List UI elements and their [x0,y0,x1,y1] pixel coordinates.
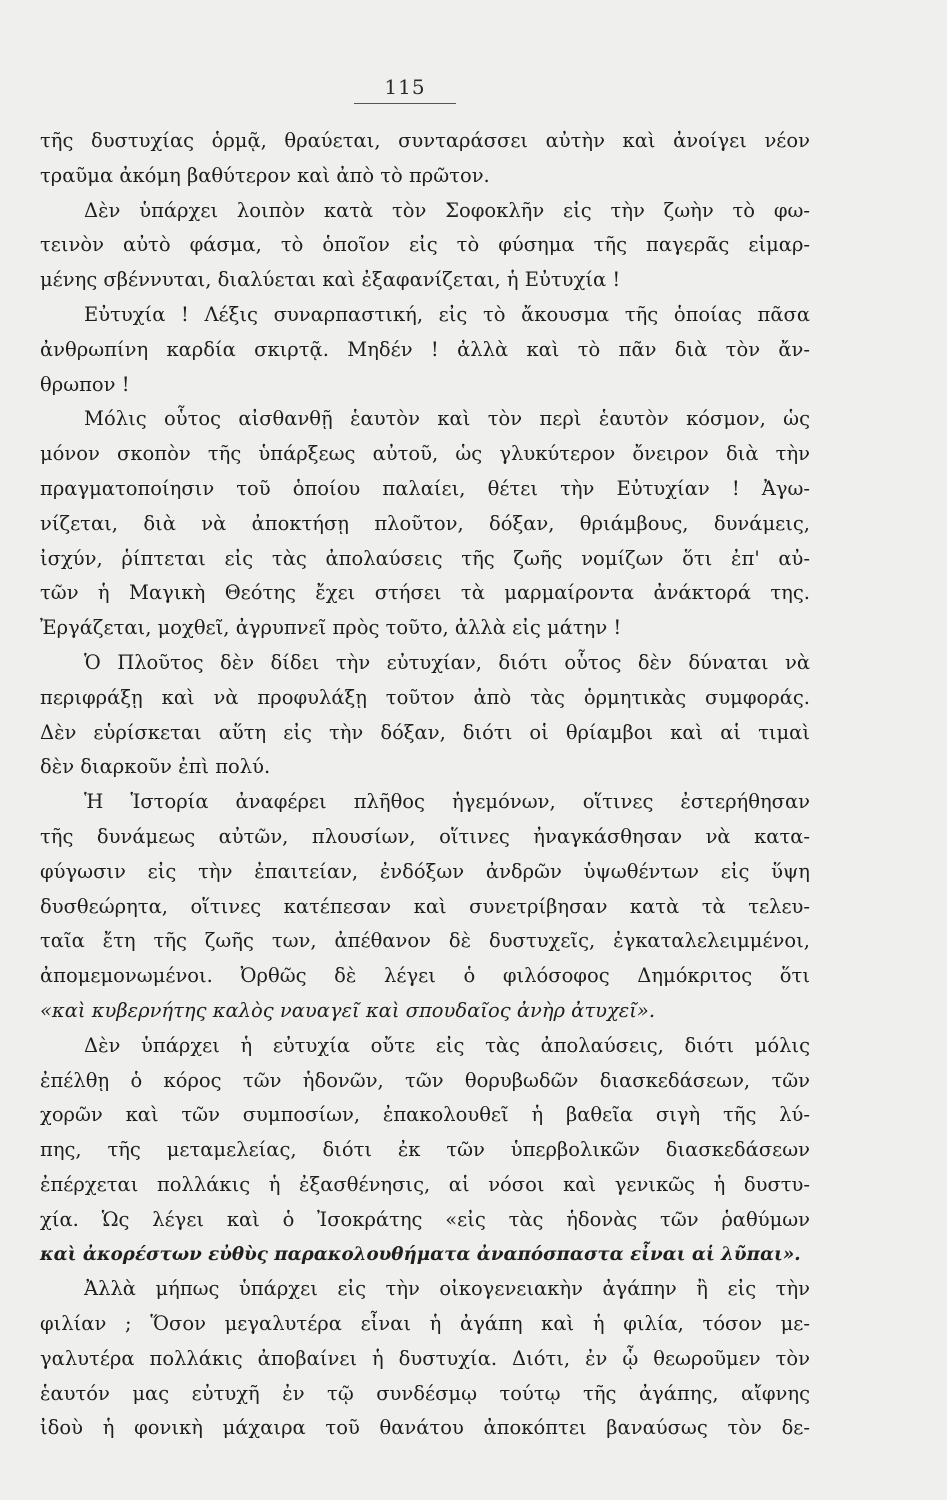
text-line: ἰσχύν, ῥίπτεται εἰς τὰς ἀπολαύσεις τῆς ζωῆς νομίζων ὅτι ἐπ' αὐ- [40,546,810,570]
text-line: χορῶν καὶ τῶν συμποσίων, ἐπακολουθεῖ ἡ βαθεῖα σιγὴ τῆς λύ- [40,1103,810,1127]
text-line: Δὲν εὑρίσκεται αὕτη εἰς τὴν δόξαν, διότι οἱ θρίαμβοι καὶ αἱ τιμαὶ [40,720,810,744]
text-line: τραῦμα ἀκόμη βαθύτερον καὶ ἀπὸ τὸ πρῶτον. [40,163,490,187]
text-line: δυσθεώρητα, οἵτινες κατέπεσαν καὶ συνετρίβησαν κατὰ τὰ τελευ- [40,894,810,918]
text-line: γαλυτέρα πολλάκις ἀποβαίνει ἡ δυστυχία. Διότι, ἐν ᾧ θεωροῦμεν τὸν [40,1346,810,1370]
text-line: θρωπον ! [40,372,130,396]
text-line: ἰδοὺ ἡ φονικὴ μάχαιρα τοῦ θανάτου ἀποκόπτει βαναύσως τὸν δε- [40,1416,810,1440]
text-line: φύγωσιν εἰς τὴν ἐπαιτείαν, ἐνδόξων ἀνδρῶν ὑψωθέντων εἰς ὕψη [40,859,810,883]
text-line: μόνον σκοπὸν τῆς ὑπάρξεως αὐτοῦ, ὡς γλυκύτερον ὄνειρον διὰ τὴν [40,442,810,466]
text-line: χία. Ὡς λέγει καὶ ὁ Ἰσοκράτης «εἰς τὰς ἡδονὰς τῶν ῥαθύμων [40,1207,810,1231]
text-line: νίζεται, διὰ νὰ ἀποκτήσῃ πλοῦτον, δόξαν, θριάμβους, δυνάμεις, [40,511,810,535]
text-line: τῆς δυνάμεως αὐτῶν, πλουσίων, οἵτινες ἠναγκάσθησαν νὰ κατα- [40,824,810,848]
text-line: ἐπέρχεται πολλάκις ἡ ἐξασθένησις, αἱ νόσοι καὶ γενικῶς ἡ δυστυ- [40,1172,810,1196]
quotation-line: καὶ ἀκορέστων εὐθὺς παρακολουθήματα ἀναπόσπαστα εἶναι αἱ λῦπαι». [40,1243,801,1265]
body-text [40,124,810,1446]
paragraph-start-line: Δὲν ὑπάρχει λοιπὸν κατὰ τὸν Σοφοκλῆν εἰς τὴν ζωὴν τὸ φω- [84,198,810,222]
text-line: περιφράξῃ καὶ νὰ προφυλάξῃ τοῦτον ἀπὸ τὰς ὁρμητικὰς συμφοράς. [40,685,810,709]
paragraph-start-line: Ἡ Ἱστορία ἀναφέρει πλῆθος ἡγεμόνων, οἵτινες ἐστερήθησαν [84,790,810,814]
paragraph-start-line: Δὲν ὑπάρχει ἡ εὐτυχία οὔτε εἰς τὰς ἀπολαύσεις, διότι μόλις [84,1033,810,1057]
text-line: τεινὸν αὐτὸ φάσμα, τὸ ὁποῖον εἰς τὸ φύσημα τῆς παγερᾶς εἱμαρ- [40,233,810,257]
page-number: 115 [384,75,426,99]
text-line: τῆς δυστυχίας ὁρμᾷ, θραύεται, συνταράσσει αὐτὴν καὶ ἀνοίγει νέον [40,129,810,152]
text-line: ταῖα ἔτη τῆς ζωῆς των, ἀπέθανον δὲ δυστυχεῖς, ἐγκαταλελειμμένοι, [40,929,810,953]
text-line: μένης σβέννυται, διαλύεται καὶ ἐξαφανίζεται, ἡ Εὐτυχία ! [40,268,621,292]
paragraph-start-line: Εὐτυχία ! Λέξις συναρπαστική, εἰς τὸ ἄκουσμα τῆς ὁποίας πᾶσα [84,302,810,326]
quotation-line: «καὶ κυβερνήτης καλὸς ναυαγεῖ καὶ σπουδαῖος ἀνὴρ ἀτυχεῖ». [40,998,656,1022]
text-line: ἐπέλθῃ ὁ κόρος τῶν ἡδονῶν, τῶν θορυβωδῶν διασκεδάσεων, τῶν [40,1068,810,1092]
paragraph-start-line: Ὁ Πλοῦτος δὲν δίδει τὴν εὐτυχίαν, διότι οὗτος δὲν δύναται νὰ [84,650,810,674]
text-line: ἀνθρωπίνη καρδία σκιρτᾷ. Μηδέν ! ἀλλὰ καὶ τὸ πᾶν διὰ τὸν ἄν- [40,337,810,361]
text-line: φιλίαν ; Ὅσον μεγαλυτέρα εἶναι ἡ ἀγάπη καὶ ἡ φιλία, τόσον με- [40,1312,810,1336]
paragraph-start-line: Μόλις οὗτος αἰσθανθῇ ἑαυτὸν καὶ τὸν περὶ ἑαυτὸν κόσμον, ὡς [84,407,810,431]
text-line: ἑαυτόν μας εὐτυχῆ ἐν τῷ συνδέσμῳ τούτῳ τῆς ἀγάπης, αἴφνης [40,1381,810,1405]
text-line: πης, τῆς μεταμελείας, διότι ἐκ τῶν ὑπερβολικῶν διασκεδάσεων [40,1138,810,1162]
text-line: πραγματοποίησιν τοῦ ὁποίου παλαίει, θέτει τὴν Εὐτυχίαν ! Ἀγω- [40,476,810,500]
paragraph-start-line: Ἀλλὰ μήπως ὑπάρχει εἰς τὴν οἰκογενειακὴν ἀγάπην ἢ εἰς τὴν [84,1277,810,1301]
text-line: δὲν διαρκοῦν ἐπὶ πολύ. [40,755,271,779]
text-line: ἀπομεμονωμένοι. Ὀρθῶς δὲ λέγει ὁ φιλόσοφος Δημόκριτος ὅτι [40,964,810,988]
text-line: Ἐργάζεται, μοχθεῖ, ἀγρυπνεῖ πρὸς τοῦτο, ἀλλὰ εἰς μάτην ! [40,616,622,640]
text-line: τῶν ἡ Μαγικὴ Θεότης ἔχει στήσει τὰ μαρμαίροντα ἀνάκτορά της. [40,581,810,605]
page-header [354,74,456,104]
header-rule [354,103,456,104]
